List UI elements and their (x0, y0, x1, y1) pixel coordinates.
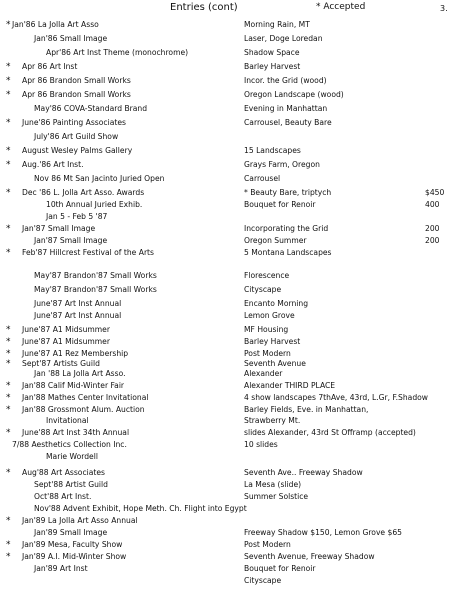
accepted-legend: * Accepted (316, 2, 366, 12)
exhibit-name: Jan'87 Small Image (34, 236, 108, 245)
entry-row (0, 284, 461, 296)
accepted-mark: * (6, 540, 11, 550)
entry-row (0, 19, 461, 31)
exhibit-name: Nov 86 Mt San Jacinto Juried Open (34, 174, 165, 183)
work-title: Shadow Space (244, 48, 300, 57)
entry-row (0, 199, 461, 211)
accepted-mark: * (6, 337, 11, 347)
work-title: Alexander THIRD PLACE (244, 381, 336, 390)
accepted-mark: * (6, 381, 11, 391)
exhibit-name: Apr 86 Brandon Small Works (22, 76, 131, 85)
exhibit-name: June'87 A1 Rez Membership (22, 349, 129, 358)
work-title: Florescence (244, 271, 290, 280)
exhibit-name: Apr'86 Art Inst Theme (monochrome) (46, 48, 189, 57)
exhibit-name: June'86 Painting Associates (22, 118, 126, 127)
work-title: 4 show landscapes 7thAve, 43rd, L.Gr, F.Shadow (244, 393, 428, 402)
page-title: Entries (cont) (170, 2, 238, 13)
work-title: Barley Fields, Eve. in Manhattan, (244, 405, 369, 414)
work-title: Strawberry Mt. (244, 416, 301, 425)
exhibit-name: Dec '86 L. Jolla Art Asso. Awards (22, 188, 145, 197)
entry-row (0, 563, 461, 575)
exhibit-name: Jan'88 Mathes Center Invitational (22, 393, 149, 402)
accepted-mark: * (6, 349, 11, 359)
work-title: Cityscape (244, 576, 282, 585)
accepted-mark: * (6, 62, 11, 72)
entry-row (0, 187, 461, 199)
exhibit-name: May'87 Brandon'87 Small Works (34, 271, 157, 280)
entry-row (0, 117, 461, 129)
entry-row (0, 298, 461, 310)
entry-row (0, 310, 461, 322)
accepted-mark: * (6, 90, 11, 100)
work-title: Evening in Manhattan (244, 104, 328, 113)
work-title: MF Housing (244, 325, 289, 334)
exhibit-name: June'87 Art Inst Annual (34, 311, 122, 320)
entry-row (0, 451, 461, 463)
exhibit-name: Jan'86 La Jolla Art Asso (12, 20, 99, 29)
work-title: Carrousel, Beauty Bare (244, 118, 332, 127)
entry-row (0, 33, 461, 45)
accepted-mark: * (6, 160, 11, 170)
entry-row (0, 415, 461, 427)
work-title: Morning Rain, MT (244, 20, 310, 29)
work-title: Incorporating the Grid (244, 224, 329, 233)
exhibit-name: July'86 Art Guild Show (34, 132, 119, 141)
exhibit-name: Jan'87 Small Image (22, 224, 96, 233)
entry-row (0, 47, 461, 59)
entry-row (0, 392, 461, 404)
entry-row (0, 247, 461, 259)
accepted-mark: * (6, 76, 11, 86)
work-title: Post Modern (244, 540, 291, 549)
exhibit-name: May'86 COVA-Standard Brand (34, 104, 148, 113)
entry-row (0, 103, 461, 115)
work-title: Seventh Ave.. Freeway Shadow (244, 468, 363, 477)
work-title: Bouquet for Renoir (244, 200, 316, 209)
exhibit-name: June'87 Art Inst Annual (34, 299, 122, 308)
accepted-mark: * (6, 248, 11, 258)
price-value: 200 (425, 224, 440, 233)
entry-row (0, 223, 461, 235)
exhibit-name: Aug'88 Art Associates (22, 468, 105, 477)
exhibit-name: Apr 86 Art Inst (22, 62, 78, 71)
page-number: 3. (440, 4, 448, 13)
work-title: 15 Landscapes (244, 146, 301, 155)
exhibit-name: 10th Annual Juried Exhib. (46, 200, 143, 209)
accepted-mark: * (6, 468, 11, 478)
work-title: Cityscape (244, 285, 282, 294)
accepted-mark: * (6, 146, 11, 156)
work-title: 10 slides (244, 440, 278, 449)
entry-row (0, 75, 461, 87)
entry-row (0, 467, 461, 479)
entry-row (0, 479, 461, 491)
exhibit-name: June'87 A1 Midsummer (22, 337, 110, 346)
work-title: Summer Solstice (244, 492, 309, 501)
accepted-mark: * (6, 188, 11, 198)
exhibit-name: Sept'88 Artist Guild (34, 480, 108, 489)
work-title: Incor. the Grid (wood) (244, 76, 327, 85)
entry-row (0, 324, 461, 336)
work-title: Freeway Shadow $150, Lemon Grove $65 (244, 528, 403, 537)
exhibit-name: Jan'86 Small Image (34, 34, 108, 43)
work-title: Carrousel (244, 174, 281, 183)
accepted-mark: * (6, 359, 11, 369)
entry-row (0, 145, 461, 157)
accepted-mark: * (6, 393, 11, 403)
entry-row (0, 515, 461, 527)
price-value: 200 (425, 236, 440, 245)
work-title: Lemon Grove (244, 311, 295, 320)
entry-row (0, 270, 461, 282)
work-title: Barley Harvest (244, 62, 301, 71)
accepted-mark: * (6, 118, 11, 128)
exhibit-name: Apr 86 Brandon Small Works (22, 90, 131, 99)
work-title: Oregon Summer (244, 236, 307, 245)
price-value: $450 (425, 188, 445, 197)
exhibit-name: Jan'89 Small Image (34, 528, 108, 537)
entry-row (0, 61, 461, 73)
entry-row (0, 159, 461, 171)
work-title: Oregon Landscape (wood) (244, 90, 344, 99)
exhibit-name: Jan'89 Art Inst (34, 564, 88, 573)
exhibit-name: Jan'88 Grossmont Alum. Auction (22, 405, 145, 414)
exhibit-name: Invitational (46, 416, 89, 425)
exhibit-name: Jan 5 - Feb 5 '87 (46, 212, 108, 221)
work-title: Grays Farm, Oregon (244, 160, 320, 169)
work-title: Seventh Avenue (244, 359, 306, 368)
exhibit-name: Jan'89 La Jolla Art Asso Annual (22, 516, 138, 525)
work-title: * Beauty Bare, triptych (244, 188, 332, 197)
entry-row (0, 173, 461, 185)
work-title: Alexander (244, 369, 283, 378)
accepted-mark: * (6, 224, 11, 234)
work-title: Barley Harvest (244, 337, 301, 346)
exhibit-name: Feb'87 Hillcrest Festival of the Arts (22, 248, 154, 257)
exhibit-name: Jan'89 A.I. Mid-Winter Show (22, 552, 127, 561)
entry-row (0, 527, 461, 539)
work-title: Bouquet for Renoir (244, 564, 316, 573)
exhibit-name: Sept'87 Artists Guild (22, 359, 100, 368)
entry-row (0, 211, 461, 223)
exhibit-name: August Wesley Palms Gallery (22, 146, 133, 155)
work-title: Laser, Doge Loredan (244, 34, 323, 43)
entry-row (0, 380, 461, 392)
work-title: La Mesa (slide) (244, 480, 302, 489)
entry-row (0, 336, 461, 348)
entry-row (0, 427, 461, 439)
entry-row (0, 439, 461, 451)
accepted-mark: * (6, 405, 11, 415)
entry-row (0, 539, 461, 551)
exhibit-name: 7/88 Aesthetics Collection Inc. (12, 440, 127, 449)
entry-row (0, 551, 461, 563)
exhibit-name: Aug.'86 Art Inst. (22, 160, 84, 169)
accepted-mark: * (6, 20, 11, 30)
entry-row (0, 503, 461, 515)
exhibit-name: June'88 Art Inst 34th Annual (22, 428, 130, 437)
exhibit-name: Marie Wordell (46, 452, 98, 461)
entry-row (0, 89, 461, 101)
entry-row (0, 575, 461, 587)
accepted-mark: * (6, 516, 11, 526)
accepted-mark: * (6, 325, 11, 335)
work-title: Encanto Morning (244, 299, 309, 308)
price-value: 400 (425, 200, 440, 209)
exhibit-name: Nov'88 Advent Exhibit, Hope Meth. Ch. Flight into Egypt (34, 504, 247, 513)
entry-row (0, 235, 461, 247)
accepted-mark: * (6, 428, 11, 438)
exhibit-name: Jan '88 La Jolla Art Asso. (34, 369, 126, 378)
exhibit-name: Oct'88 Art Inst. (34, 492, 92, 501)
accepted-mark: * (6, 552, 11, 562)
work-title: 5 Montana Landscapes (244, 248, 332, 257)
work-title: Seventh Avenue, Freeway Shadow (244, 552, 375, 561)
entry-row (0, 131, 461, 143)
work-title: Post Modern (244, 349, 291, 358)
exhibit-name: Jan'89 Mesa, Faculty Show (22, 540, 123, 549)
work-title: slides Alexander, 43rd St Offramp (accepted) (244, 428, 416, 437)
exhibit-name: Jan'88 Calif Mid-Winter Fair (22, 381, 125, 390)
entry-row (0, 491, 461, 503)
entry-row (0, 368, 461, 380)
exhibit-name: June'87 A1 Midsummer (22, 325, 110, 334)
exhibit-name: May'87 Brandon'87 Small Works (34, 285, 157, 294)
